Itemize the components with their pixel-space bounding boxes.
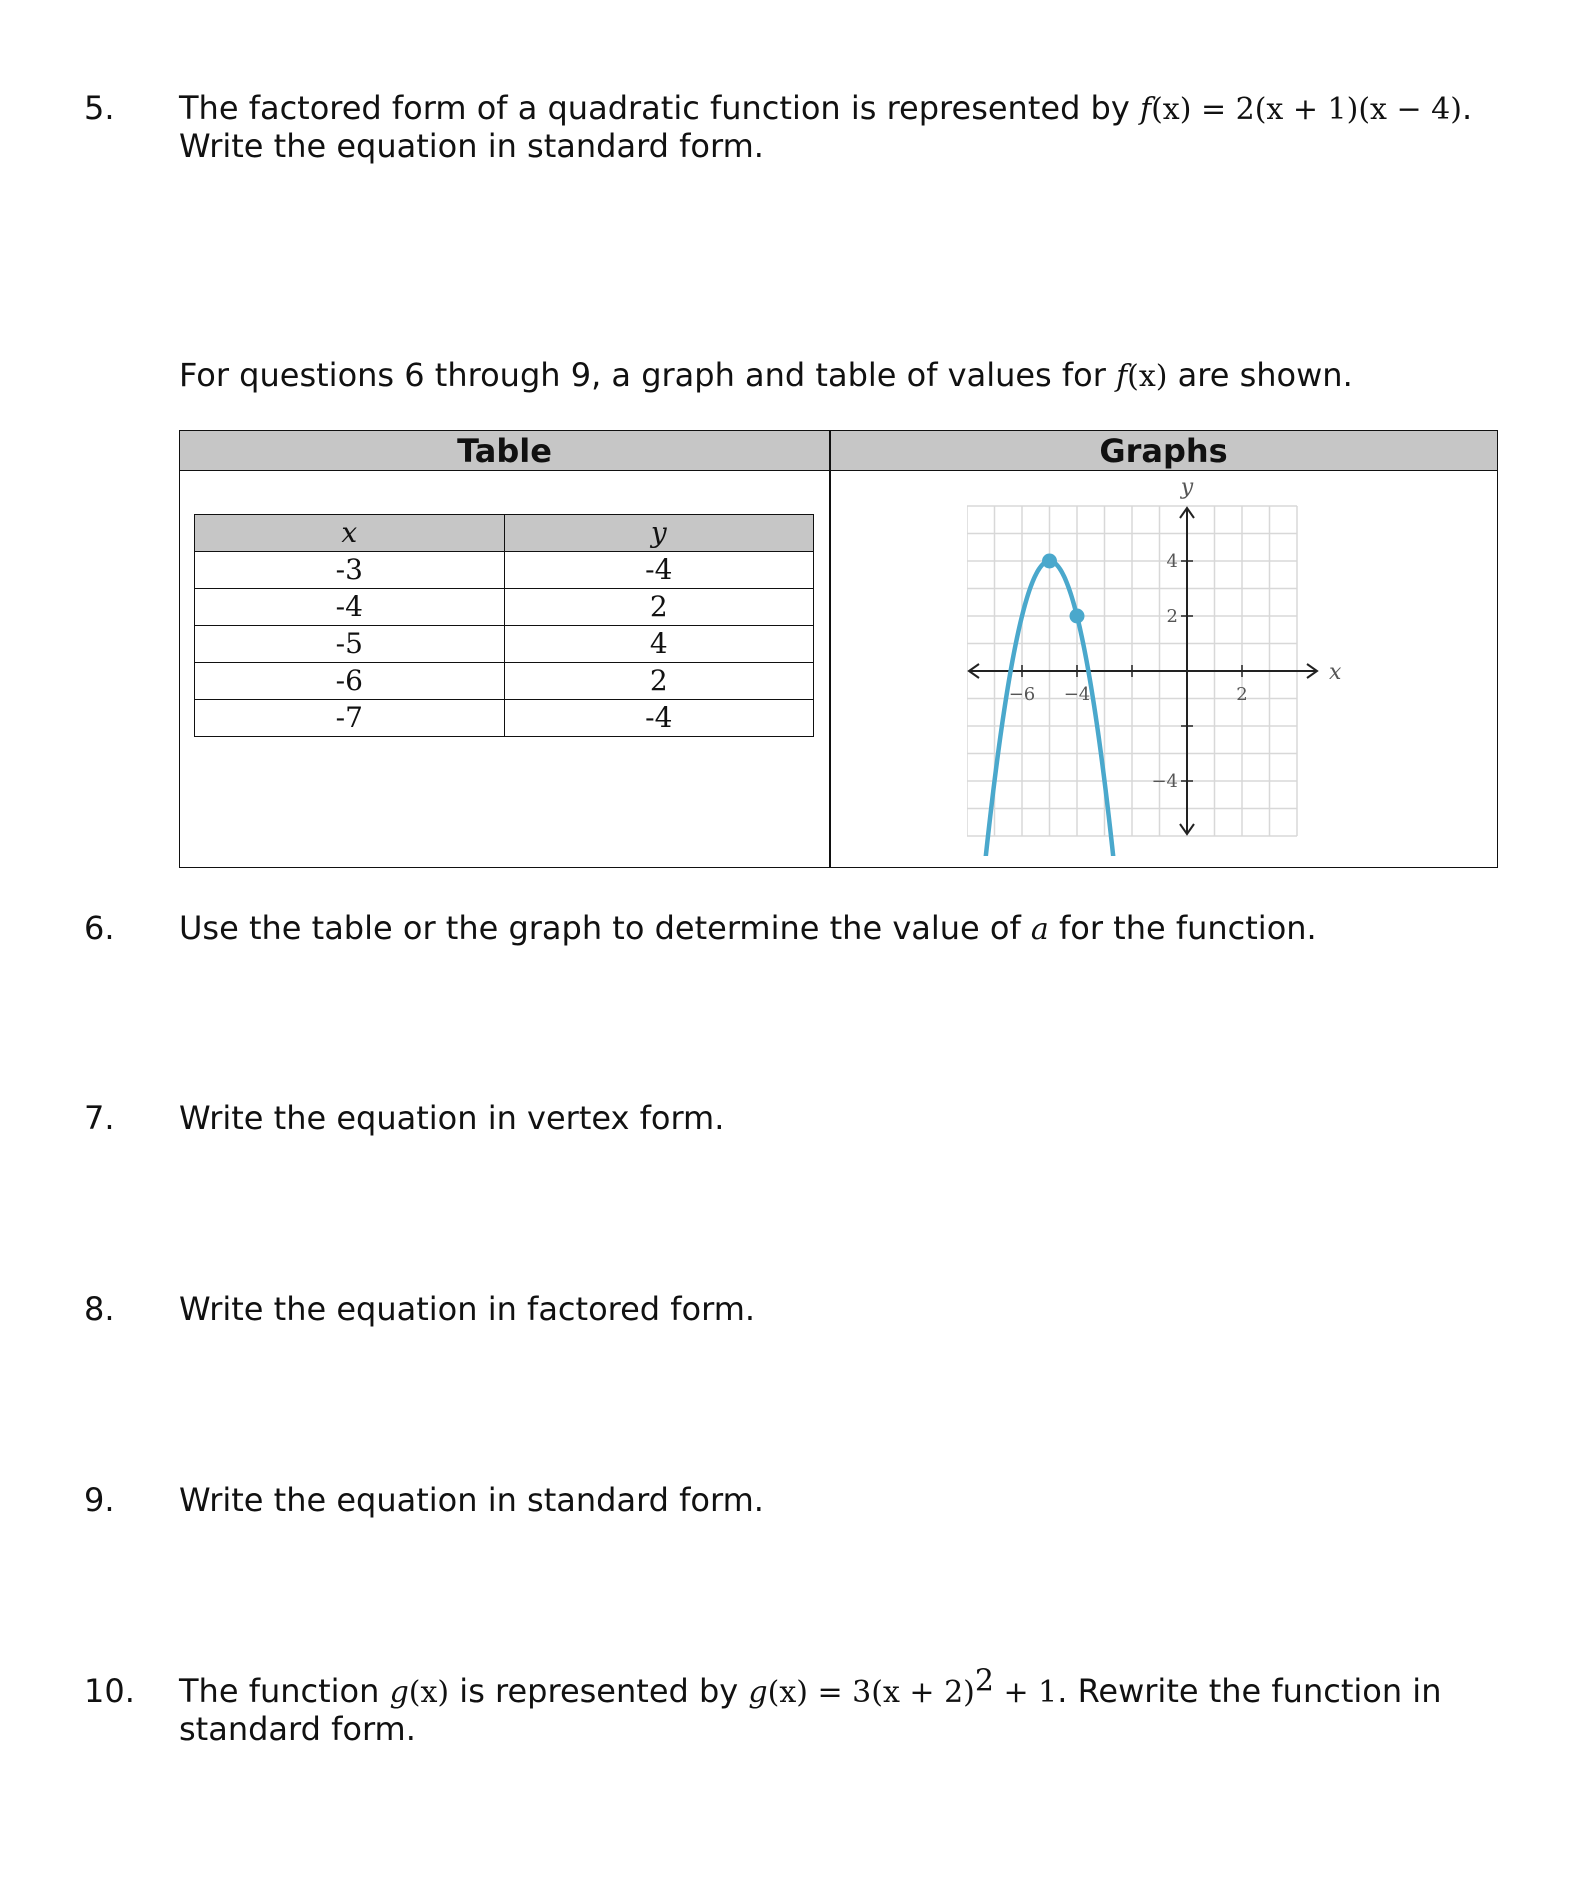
table-cell-x: -5	[195, 626, 505, 663]
question-6-text-after: for the function.	[1048, 909, 1317, 947]
parabola-point	[1070, 609, 1085, 624]
y-axis-label: y	[1180, 476, 1194, 500]
table-cell-x: -4	[195, 589, 505, 626]
y-tick-label: 4	[1166, 551, 1178, 572]
question-number-8: 8.	[84, 1290, 115, 1328]
question-number-5: 5.	[84, 89, 115, 127]
values-table-header-row	[195, 515, 814, 552]
question-5-line2: Write the equation in standard form.	[179, 127, 764, 165]
question-5-text	[179, 89, 1472, 129]
x-tick-label: −6	[1008, 684, 1036, 705]
table-row	[195, 626, 814, 663]
intro-text-after: are shown.	[1167, 356, 1353, 394]
question-number-10: 10.	[84, 1672, 135, 1710]
table-cell-y: 2	[504, 589, 814, 626]
question-10-eq2: (x) = 3(x + 2)	[767, 1675, 975, 1710]
intro-text	[179, 356, 1353, 396]
graph-column-header: Graphs	[830, 431, 1497, 471]
table-row	[195, 663, 814, 700]
intro-func: f	[1116, 359, 1128, 394]
question-7-text: Write the equation in vertex form.	[179, 1099, 725, 1137]
question-8-text: Write the equation in factored form.	[179, 1290, 756, 1328]
table-cell-x: -6	[195, 663, 505, 700]
values-table	[194, 514, 814, 737]
parabola-point	[1042, 554, 1057, 569]
question-10-line2: standard form.	[179, 1710, 416, 1748]
question-5-text-before: The factored form of a quadratic function is represented by	[179, 89, 1140, 127]
question-number-6: 6.	[84, 909, 115, 947]
question-10-text-mid: is represented by	[449, 1672, 749, 1710]
table-cell-y: 4	[504, 626, 814, 663]
values-table-header-x: x	[195, 515, 505, 552]
intro-text-before: For questions 6 through 9, a graph and table of values for	[179, 356, 1117, 394]
question-10-func2: g	[748, 1675, 768, 1710]
table-cell-y: 2	[504, 663, 814, 700]
question-6-var: a	[1030, 912, 1049, 947]
x-axis-label: x	[1329, 660, 1342, 685]
table-cell-y: -4	[504, 552, 814, 589]
table-cell-y: -4	[504, 700, 814, 737]
table-cell-x: -3	[195, 552, 505, 589]
table-row	[195, 700, 814, 737]
question-9-text: Write the equation in standard form.	[179, 1481, 764, 1519]
question-10-eq3: + 1	[993, 1675, 1058, 1710]
x-tick-label: −4	[1063, 684, 1091, 705]
y-tick-label: 2	[1166, 606, 1178, 627]
question-10-func1: g	[389, 1675, 409, 1710]
question-5-text-after: .	[1461, 89, 1473, 127]
question-6-text-before: Use the table or the graph to determine the value of	[179, 909, 1031, 947]
question-10-eq1: (x)	[408, 1675, 450, 1710]
parabola-graph	[967, 476, 1357, 856]
question-5-func: f	[1139, 92, 1152, 127]
table-graph-panel	[179, 430, 1498, 868]
intro-equation: (x)	[1127, 359, 1168, 394]
x-tick-label: 2	[1236, 684, 1248, 705]
table-row	[195, 589, 814, 626]
question-number-9: 9.	[84, 1481, 115, 1519]
question-10-text-after: . Rewrite the function in	[1057, 1672, 1442, 1710]
table-cell-x: -7	[195, 700, 505, 737]
table-column-header: Table	[180, 431, 829, 471]
question-number-7: 7.	[84, 1099, 115, 1137]
y-tick-label: −4	[1151, 771, 1178, 792]
question-6-text	[179, 909, 1317, 949]
panel-divider	[829, 431, 831, 867]
question-10-text-before: The function	[179, 1672, 390, 1710]
table-row	[195, 552, 814, 589]
question-10-exponent: 2	[974, 1663, 994, 1699]
question-5-equation: (x) = 2(x + 1)(x − 4)	[1151, 92, 1462, 127]
values-table-header-y: y	[504, 515, 814, 552]
question-10-text	[179, 1663, 1442, 1712]
